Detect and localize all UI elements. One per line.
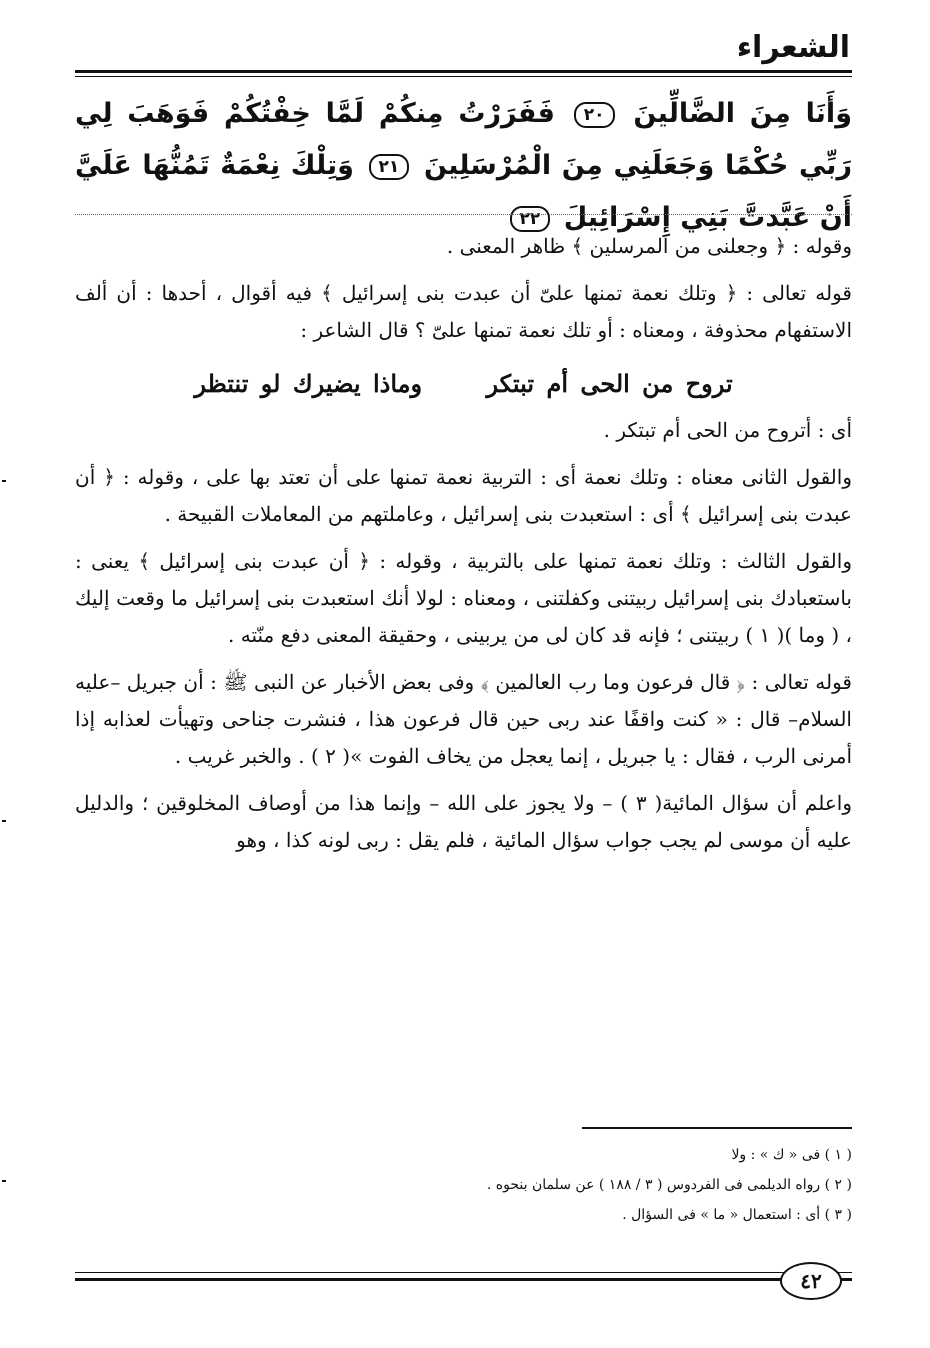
verses-divider [75, 214, 852, 215]
margin-mark [2, 820, 6, 822]
paragraph: واعلم أن سؤال المائية( ٣ ) – ولا يجوز على الله – وإنما هذا من أوصاف المخلوقين ؛ والدليل عليه أن موسى لم يجب جواب سؤال المائية ، فلم يقل : ربى لونه كذا ، وهو [75, 791, 852, 852]
footnote: ( ٣ ) أى : استعمال « ما » فى السؤال . [622, 1207, 852, 1223]
poem-hemistich-right: تروح من الحى أم تبتكر [486, 369, 733, 398]
quran-verses [75, 88, 852, 244]
footnotes [75, 1140, 852, 1230]
paragraph: قوله تعالى : ﴿ قال فرعون وما رب العالمين ﴾ وفى بعض الأخبار عن النبى ﷺ : أن جبريل –عليه السلام– قال : « كنت واقفًا عند ربى حين قال فرعون هذا ، فنشرت جناحى وتهيأت لعذابه إذا أمرنى الرب ، فقال : يا جبريل ، إنما يعجل من يخاف الفوت »( ٢ ) . والخبر غريب . [75, 670, 852, 768]
verse-text: وَتِلْكَ نِعْمَةٌ تَمُنُّهَا عَلَيَّ أَنْ عَبَّدتَّ بَنِي إِسْرَائِيلَ [75, 150, 852, 233]
ayah-number-marker: ٢٢ [510, 206, 551, 232]
paragraph: والقول الثالث : وتلك نعمة تمنها على بالتربية ، وقوله : ﴿ أن عبدت بنى إسرائيل ﴾ يعنى : باستعبادك بنى إسرائيل ربيتنى وكفلتنى ، ومعناه : لولا أنك استعبدت بنى إسرائيل ما وقعت إليك ، ( وما )( ١ ) ربيتنى ؛ فإنه قد كان لى من يربينى ، وحقيقة المعنى دفع منّته . [75, 549, 852, 647]
paragraph: أى : أتروح من الحى أم تبتكر . [603, 418, 852, 442]
footnote: ( ٢ ) رواه الديلمى فى الفردوس ( ٣ / ١٨٨ ) عن سلمان بنحوه . [486, 1177, 852, 1193]
ayah-number-marker: ٢٠ [574, 102, 615, 128]
header-rule-thin [75, 76, 852, 77]
margin-mark [2, 1180, 6, 1182]
running-header-title: الشعراء [736, 30, 850, 65]
paragraph: والقول الثانى معناه : وتلك نعمة أى : التربية نعمة تمنها على أن تعتد بها على ، وقوله : ﴿ أن عبدت بنى إسرائيل ﴾ أى : استعبدت بنى إسرائيل ، وعاملتهم من المعاملات القبيحة . [75, 465, 852, 526]
verse-text: فَفَرَرْتُ مِنكُمْ لَمَّا خِفْتُكُمْ فَوَهَبَ لِي رَبِّي حُكْمًا وَجَعَلَنِي مِنَ الْمُرْسَلِينَ [75, 98, 852, 181]
poem-verse [75, 359, 852, 412]
header-rule-thick [75, 70, 852, 73]
footnotes-separator [582, 1127, 852, 1129]
page-number: ٤٢ [780, 1262, 842, 1300]
footer-rule-thin [75, 1272, 852, 1273]
paragraph: وقوله : ﴿ وجعلنى من المرسلين ﴾ ظاهر المعنى . [446, 234, 852, 258]
footnote: ( ١ ) فى « ك » : ولا [731, 1147, 852, 1163]
footer-rule-thick [75, 1278, 852, 1281]
margin-mark [2, 480, 6, 482]
paragraph: قوله تعالى : ﴿ وتلك نعمة تمنها علىّ أن عبدت بنى إسرائيل ﴾ فيه أقوال ، أحدها : أن ألف الاستفهام محذوفة ، ومعناه : أو تلك نعمة تمنها علىّ ؟ قال الشاعر : [75, 281, 852, 342]
ayah-number-marker: ٢١ [369, 154, 410, 180]
verse-text: وَأَنَا مِنَ الضَّالِّينَ [633, 98, 852, 129]
commentary-body [75, 228, 852, 869]
poem-hemistich-left: وماذا يضيرك لو تنتظر [194, 369, 423, 398]
